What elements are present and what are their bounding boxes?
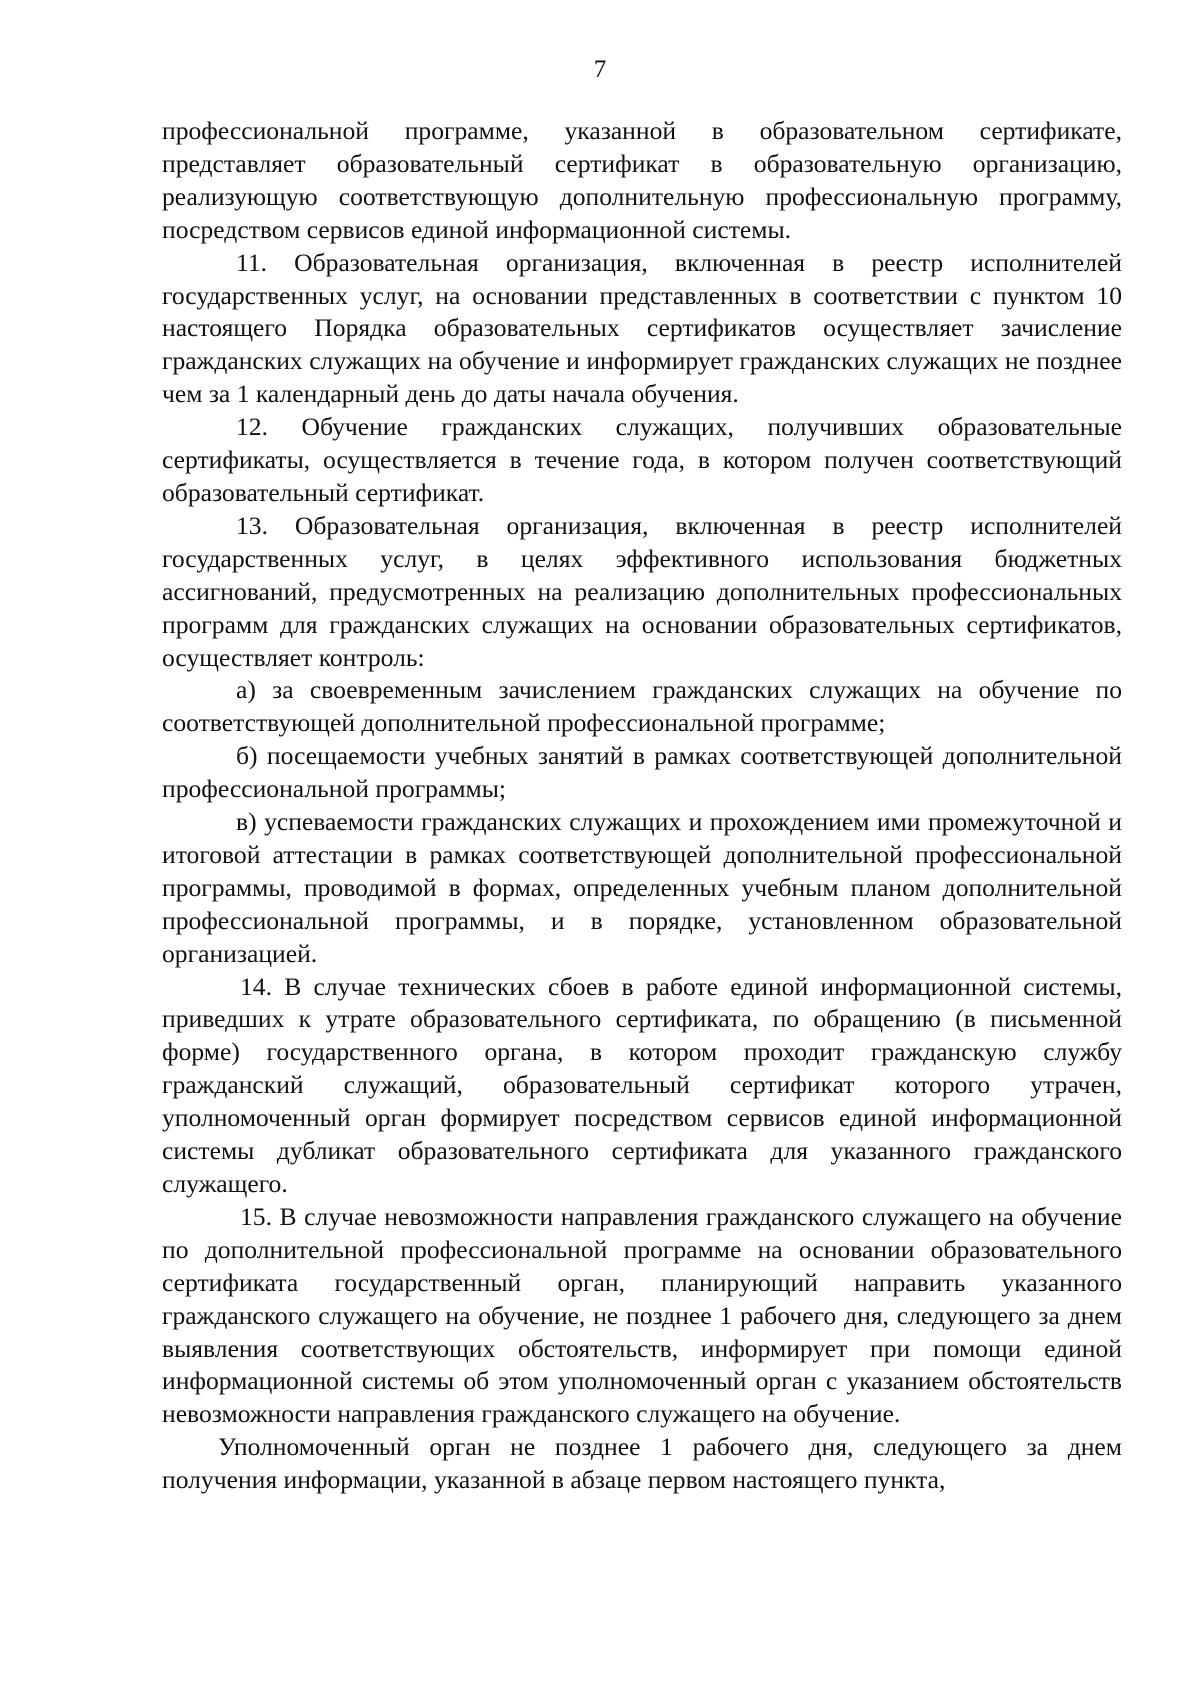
paragraph-item-15: 15. В случае невозможности направления гражданского служащего на обучение по дополнительной профессиональной программе на основании образовательного сертификата государственный орган, планирующий направить указанного гражданского служащего на обучение, не позднее 1 рабочего дня, следующего за днем выявления соответствующих обстоятельств, информирует при помощи единой информационной системы об этом уполномоченный орган с указанием обстоятельств невозможности направления гражданского служащего на обучение.: [162, 1201, 1122, 1429]
subparagraph-a: а) за своевременным зачислением гражданских служащих на обучение по соответствующей дополнительной профессиональной программе;: [162, 675, 1122, 738]
paragraph-item-13: 13. Образовательная организация, включенная в реестр исполнителей государственных услуг, в целях эффективного использования бюджетных ассигнований, предусмотренных на реализацию дополнительных профессиональных программ для гражданских служащих на основании образовательных сертификатов, осуществляет контроль:: [162, 510, 1122, 672]
page-number: 7: [593, 56, 607, 83]
subparagraph-v: в) успеваемости гражданских служащих и прохождением ими промежуточной и итоговой аттестации в рамках соответствующей дополнительной профессиональной программы, проводимой в формах, определенных учебным планом дополнительной профессиональной программы, и в порядке, установленном образовательной организацией.: [162, 807, 1122, 968]
paragraph-continuation: профессиональной программе, указанной в образовательном сертификате, представляет образовательный сертификат в образовательную организацию, реализующую соответствующую дополнительную профессиональную программу, посредством сервисов единой информационной системы.: [162, 116, 1122, 244]
paragraph-item-11: 11. Образовательная организация, включенная в реестр исполнителей государственных услуг, на основании представленных в соответствии с пунктом 10 настоящего Порядка образовательных сертификатов осуществляет зачисление гражданских служащих на обучение и информирует гражданских служащих не позднее чем за 1 календарный день до даты начала обучения.: [162, 247, 1122, 409]
paragraph-15-second-abzats: Уполномоченный орган не позднее 1 рабочего дня, следующего за днем получения информации, указанной в абзаце первом настоящего пункта,: [162, 1432, 1122, 1495]
paragraph-item-14: 14. В случае технических сбоев в работе единой информационной системы, приведших к утрате образовательного сертификата, по обращению (в письменной форме) государственного органа, в котором проходит гражданскую службу гражданский служащий, образовательный сертификат которого утрачен, уполномоченный орган формирует посредством сервисов единой информационной системы дубликат образовательного сертификата для указанного гражданского служащего.: [162, 971, 1122, 1198]
paragraph-item-12: 12. Обучение гражданских служащих, получивших образовательные сертификаты, осуществляется в течение года, в котором получен соответствующий образовательный сертификат.: [162, 412, 1122, 507]
subparagraph-b: б) посещаемости учебных занятий в рамках соответствующей дополнительной профессиональной программы;: [162, 741, 1122, 804]
document-body: [162, 115, 1122, 1497]
